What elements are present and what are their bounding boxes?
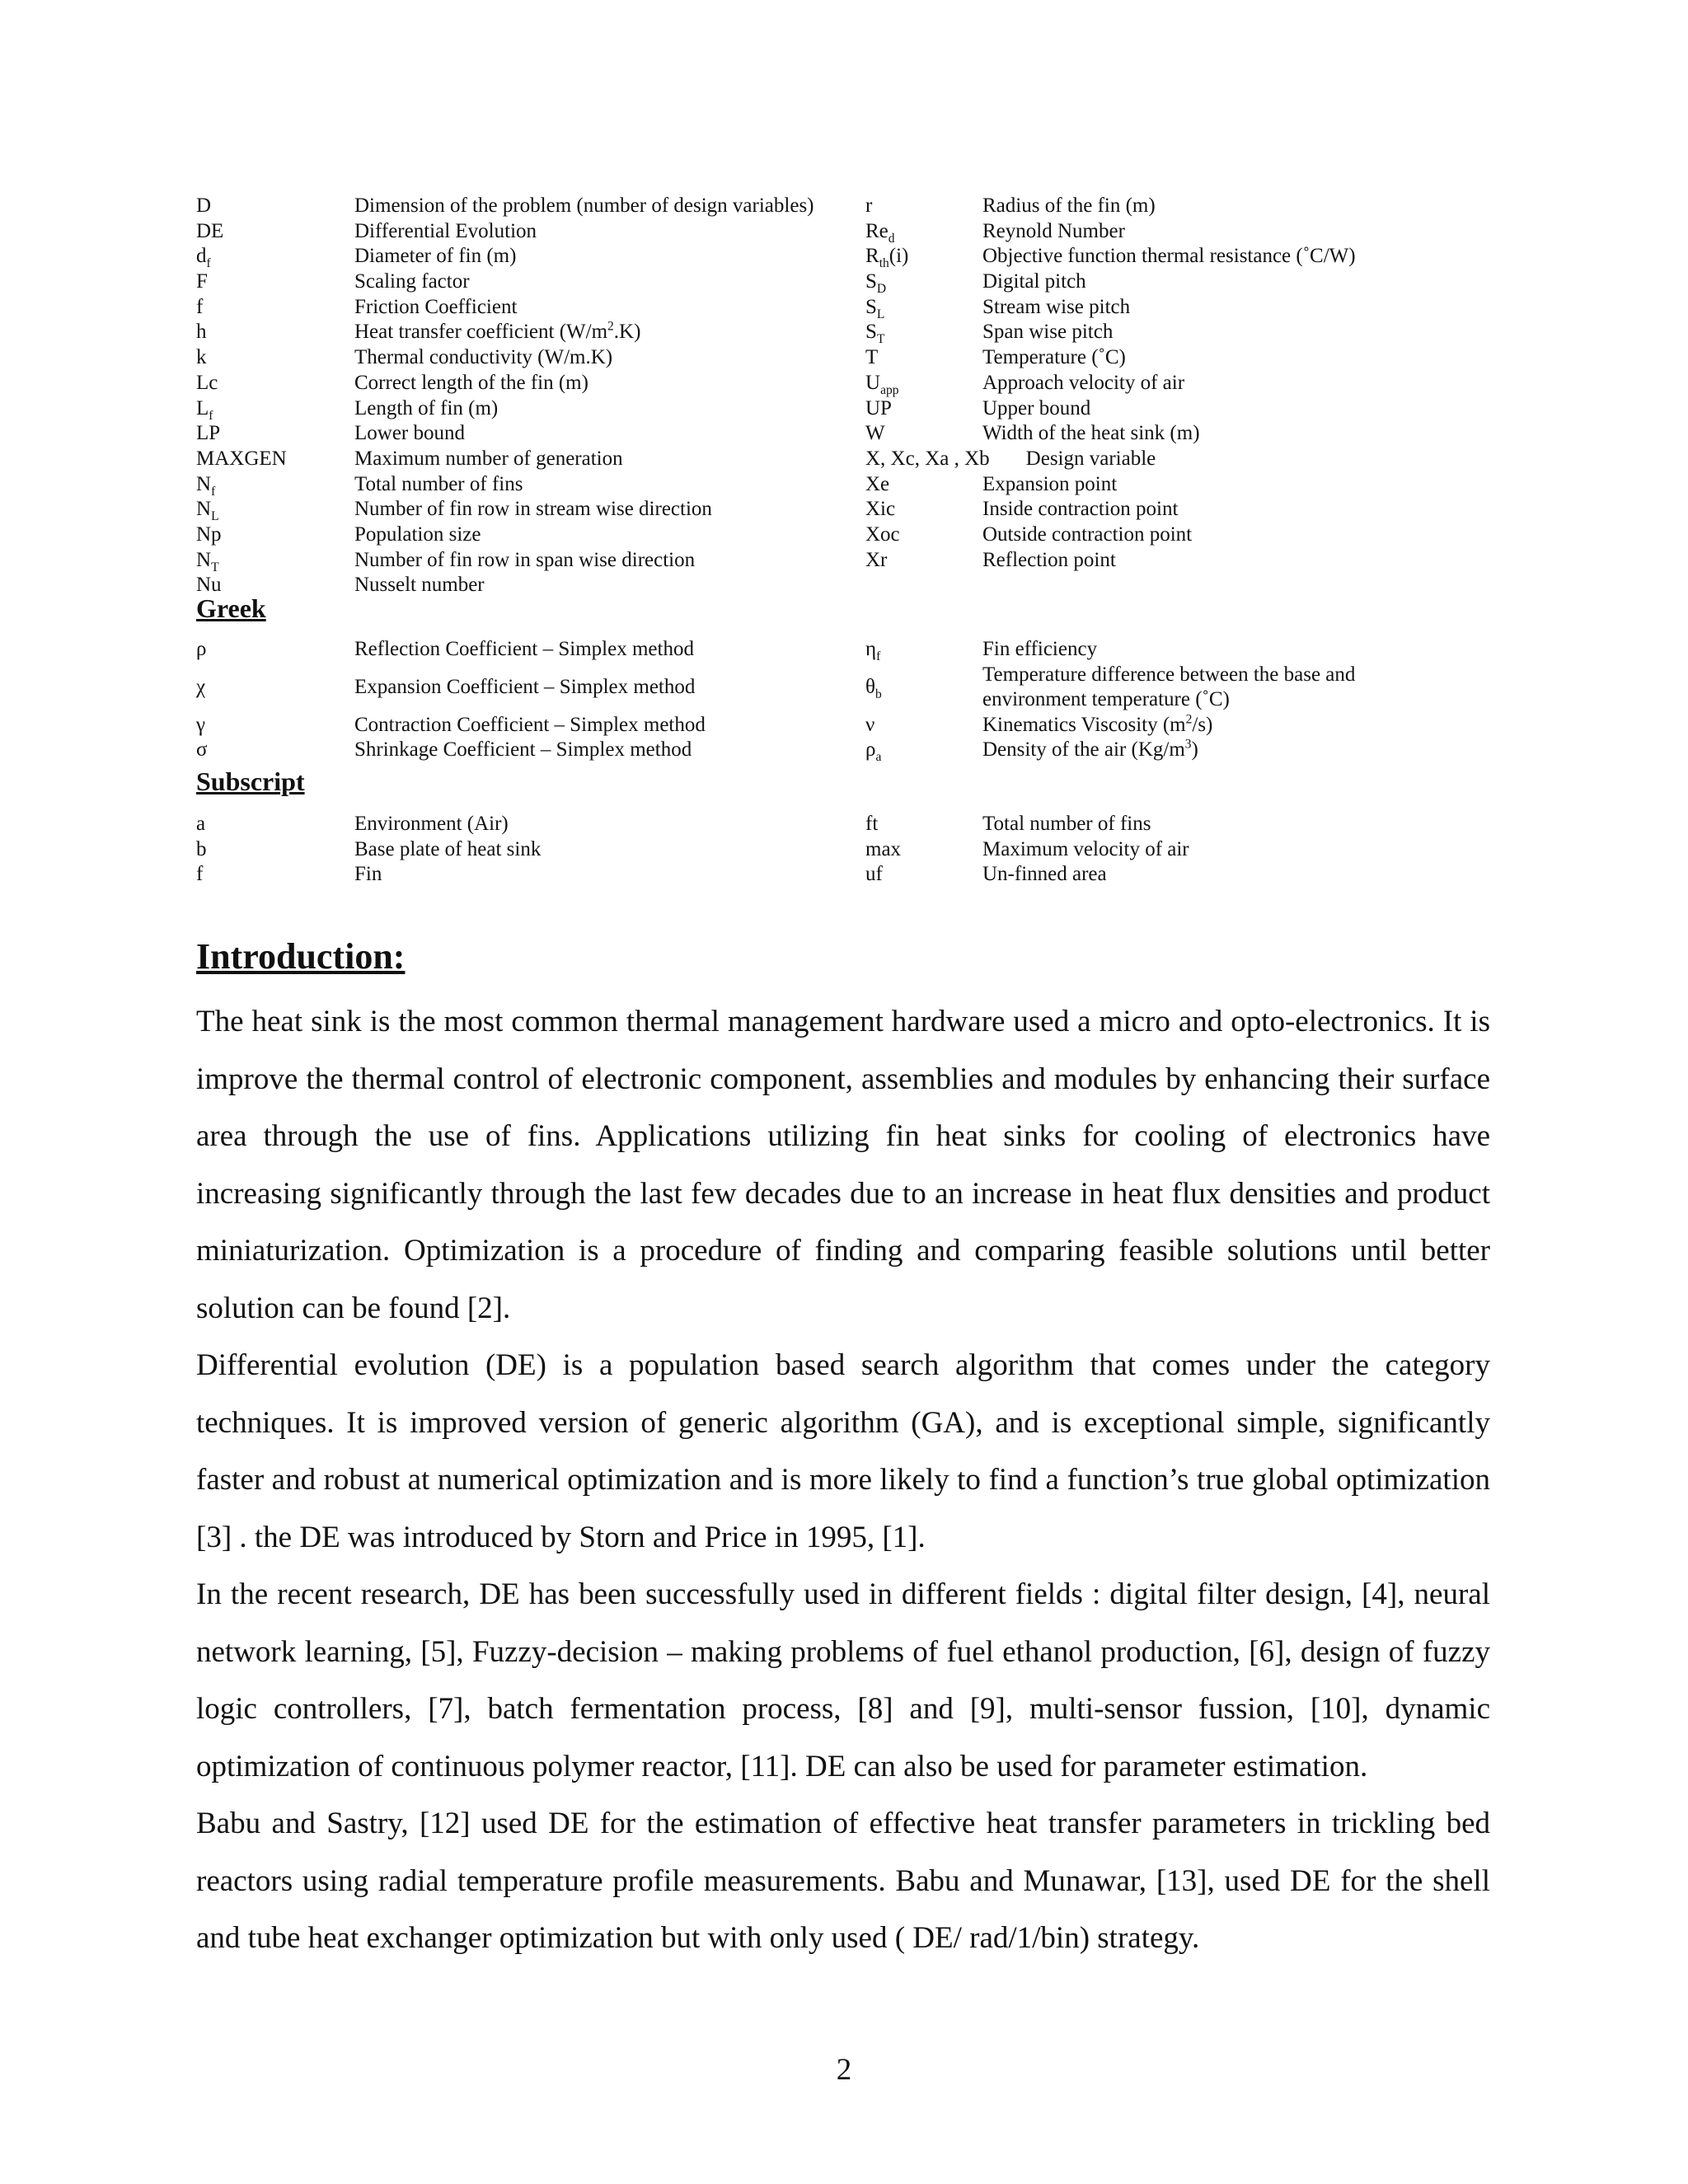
subscript-row	[196, 837, 1482, 863]
nomenclature-row	[196, 371, 1482, 396]
description-right: Fin efficiency	[982, 638, 1098, 660]
symbol-left: $N_L$	[196, 498, 219, 524]
description-left: Population size	[354, 523, 481, 546]
description-right: Approach velocity of air	[982, 371, 1185, 394]
description-left: Shrinkage Coefficient – Simplex method	[354, 738, 692, 762]
description-right: Temperature difference between the base and environment temperature (˚C)	[982, 663, 1356, 710]
description-right: Reynold Number	[982, 219, 1125, 242]
description-left: Length of fin (m)	[354, 396, 499, 419]
symbol-left: Np	[196, 523, 222, 546]
description-right: Stream wise pitch	[982, 295, 1131, 318]
paragraph-1: The heat sink is the most common thermal management hardware used a micro and opto-electronics. It is improve the thermal control of electronic component, assemblies and modules by enhancing their surface area through the use of fins. Applications utilizing fin heat sinks for cooling of electronics have increasing significantly through the last few decades due to an increase in heat flux densities and product miniaturization. Optimization is a procedure of finding and comparing feasible solutions until better solution can be found [2].	[196, 1005, 1490, 1325]
description-left: Dimension of the problem (number of design variables)	[354, 194, 814, 217]
symbol-right: Xic	[865, 498, 896, 521]
nomenclature-row	[196, 573, 1482, 598]
symbol-left: $L_f$	[196, 396, 213, 423]
symbol-left: MAXGEN	[196, 447, 287, 470]
greek-table	[196, 637, 1482, 763]
symbol-right: $\theta_b$	[865, 675, 882, 701]
symbol-right: ft	[865, 813, 879, 835]
description-left: Number of fin row in span wise direction	[354, 548, 696, 571]
subscript-row	[196, 862, 1482, 888]
nomenclature-row	[196, 194, 1482, 219]
description-left: Scaling factor	[354, 270, 470, 293]
symbol-left: χ	[196, 675, 206, 698]
description-right: Inside contraction point	[982, 498, 1179, 521]
symbol-right: ν	[865, 713, 875, 736]
symbol-right: uf	[865, 863, 883, 886]
symbol-left: F	[196, 270, 208, 293]
paragraph-2: Differential evolution (DE) is a population based search algorithm that comes under the category techniques. It is improved version of generic algorithm (GA), and is exceptional simple, significantly faster and robust at numerical optimization and is more likely to find a function’s true global optimization [3] . the DE was introduced by Storn and Price in 1995, [1].	[196, 1348, 1490, 1554]
greek-row	[196, 738, 1482, 763]
description-right: Kinematics Viscosity $(m^2/s)$	[982, 712, 1213, 736]
symbol-left: h	[196, 321, 207, 344]
symbol-right: X, Xc, Xa , Xb	[865, 447, 990, 470]
symbol-right: $R_{th}(i)$	[865, 245, 909, 271]
introduction-body	[196, 993, 1490, 1967]
nomenclature-row	[196, 219, 1482, 245]
description-left: Contraction Coefficient – Simplex method	[354, 713, 706, 736]
symbol-left: ρ	[196, 638, 207, 660]
description-left: Friction Coefficient	[354, 295, 518, 318]
nomenclature-row	[196, 447, 1482, 472]
description-right: Design variable	[1025, 447, 1156, 470]
symbol-left: Lc	[196, 371, 218, 394]
nomenclature-table	[196, 194, 1482, 598]
description-left: Base plate of heat sink	[354, 837, 542, 860]
symbol-right: Xoc	[865, 523, 900, 546]
description-right: Objective function thermal resistance (˚C/W)	[982, 245, 1356, 268]
description-right: Maximum velocity of air	[982, 837, 1189, 860]
description-left: Number of fin row in stream wise direction	[354, 498, 712, 521]
nomenclature-row	[196, 295, 1482, 321]
nomenclature-row	[196, 548, 1482, 574]
symbol-right: max	[865, 837, 902, 860]
description-right: Width of the heat sink (m)	[982, 422, 1200, 445]
description-right: Expansion point	[982, 472, 1118, 495]
symbol-left: k	[196, 346, 207, 369]
description-left: Lower bound	[354, 422, 465, 445]
description-left: Maximum number of generation	[354, 447, 623, 470]
symbol-left: D	[196, 194, 212, 217]
description-left: Total number of fins	[354, 472, 523, 495]
description-left: Fin	[354, 863, 382, 886]
description-left: Nusselt number	[354, 574, 485, 597]
description-left: Correct length of the fin (m)	[354, 371, 588, 394]
symbol-left: $N_T$	[196, 548, 219, 574]
symbol-right: r	[865, 194, 873, 217]
subscript-table	[196, 812, 1482, 888]
subscript-heading: Subscript	[196, 766, 305, 796]
symbol-right: $\rho_a$	[865, 738, 882, 765]
description-left: Expansion Coefficient – Simplex method	[354, 675, 696, 698]
nomenclature-row	[196, 497, 1482, 523]
symbol-right: W	[865, 422, 885, 445]
greek-heading: Greek	[196, 593, 266, 623]
page-number: 2	[836, 2053, 852, 2087]
description-right: Radius of the fin (m)	[982, 194, 1156, 217]
description-right: Temperature (˚C)	[982, 346, 1126, 369]
description-left: Thermal conductivity (W/m.K)	[354, 346, 613, 369]
symbol-left: f	[196, 863, 204, 886]
subscript-row	[196, 812, 1482, 837]
symbol-right: $S_D$	[865, 270, 887, 297]
symbol-left: γ	[196, 713, 206, 736]
description-right: Density of the air $(Kg/m^3)$	[982, 738, 1198, 762]
description-left: Environment (Air)	[354, 813, 509, 835]
description-right: Total number of fins	[982, 813, 1151, 835]
symbol-left: b	[196, 837, 207, 860]
symbol-right: $Re_d$	[865, 219, 895, 246]
symbol-left: $N_f$	[196, 472, 216, 499]
description-right: Reflection point	[982, 548, 1116, 571]
symbol-left: a	[196, 813, 206, 835]
introduction-heading: Introduction:	[196, 936, 406, 977]
symbol-right: $S_L$	[865, 295, 885, 321]
nomenclature-row	[196, 244, 1482, 269]
nomenclature-row	[196, 345, 1482, 371]
description-left: Differential Evolution	[354, 219, 537, 242]
description-right: Un-finned area	[982, 863, 1107, 886]
description-right: Span wise pitch	[982, 321, 1114, 344]
nomenclature-row	[196, 269, 1482, 295]
nomenclature-row	[196, 523, 1482, 548]
greek-row	[196, 663, 1482, 713]
description-left: Heat transfer coefficient $(W/m^2.K)$	[354, 320, 641, 344]
description-left: Diameter of fin (m)	[354, 245, 517, 268]
paragraph-4: Babu and Sastry, [12] used DE for the estimation of effective heat transfer parameters in trickling bed reactors using radial temperature profile measurements. Babu and Munawar, [13], used DE for the shell and tube heat exchanger optimization but with only used ( DE/ rad/1/bin) strategy.	[196, 1807, 1490, 1955]
symbol-right: UP	[865, 396, 892, 419]
description-left: Reflection Coefficient – Simplex method	[354, 638, 694, 660]
nomenclature-row	[196, 396, 1482, 422]
symbol-left: σ	[196, 738, 208, 762]
symbol-left: $d_f$	[196, 245, 211, 271]
description-right: Digital pitch	[982, 270, 1086, 293]
symbol-left: DE	[196, 219, 224, 242]
symbol-left: f	[196, 295, 204, 318]
symbol-right: $S_T$	[865, 321, 885, 347]
description-right: Outside contraction point	[982, 523, 1193, 546]
symbol-right: T	[865, 346, 879, 369]
nomenclature-row	[196, 320, 1482, 345]
symbol-right: $\eta_f$	[865, 638, 881, 663]
nomenclature-row	[196, 472, 1482, 498]
symbol-left: LP	[196, 422, 221, 445]
symbol-right: Xr	[865, 548, 888, 571]
symbol-right-merged	[865, 447, 1156, 472]
greek-row	[196, 713, 1482, 738]
paragraph-3: In the recent research, DE has been successfully used in different fields : digital filter design, [4], neural network learning, [5], Fuzzy-decision – making problems of fuel ethanol production, [6], design of fuzzy logic controllers, [7], batch fermentation process, [8] and [9], multi-sensor fussion, [10], dynamic optimization of continuous polymer reactor, [11]. DE can also be used for parameter estimation.	[196, 1577, 1490, 1783]
symbol-left: Nu	[196, 574, 222, 597]
symbol-right: Xe	[865, 472, 890, 495]
nomenclature-row	[196, 421, 1482, 447]
symbol-right: $U_{app}$	[865, 371, 899, 397]
description-right: Upper bound	[982, 396, 1091, 419]
greek-row	[196, 637, 1482, 663]
